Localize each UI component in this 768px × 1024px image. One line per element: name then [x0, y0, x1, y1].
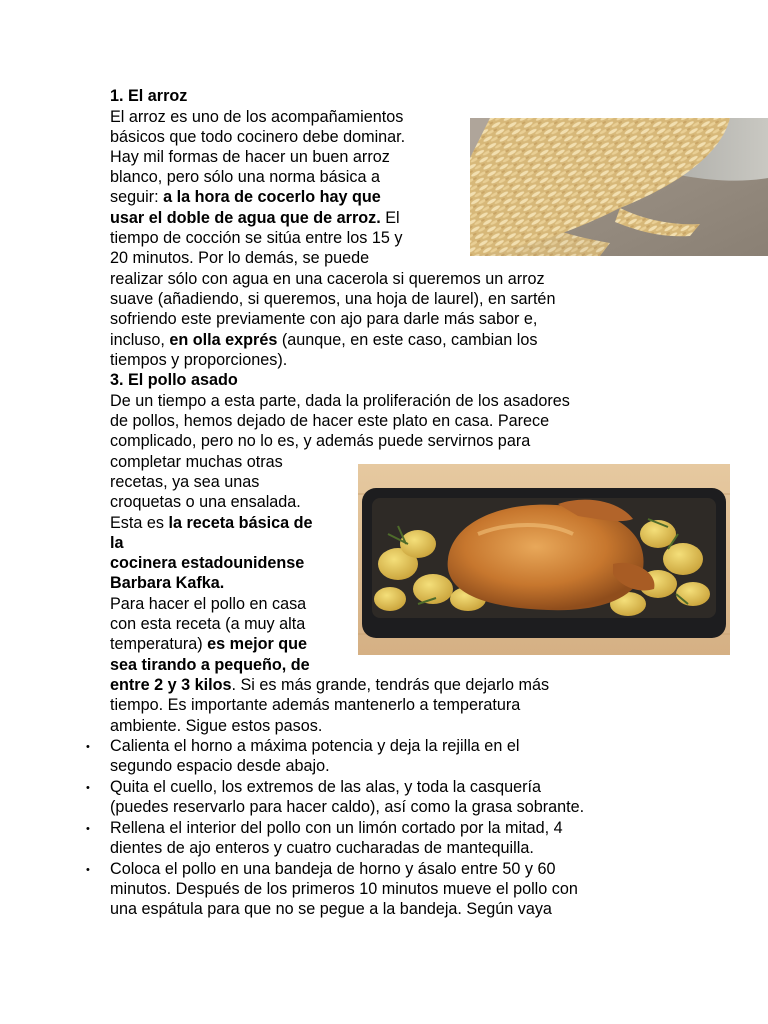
roast-chicken-illustration [358, 464, 730, 655]
list-item-line: (puedes reservarlo para hacer caldo), así como la grasa sobrante. [110, 798, 585, 816]
section1-heading: 1. El arroz [110, 87, 188, 105]
list-item-line: dientes de ajo enteros y cuatro cucharadas de mantequilla. [110, 839, 534, 857]
roast-chicken-photo [358, 464, 730, 655]
text-line: básicos que todo cocinero debe dominar. [110, 128, 406, 146]
text-run: temperatura) [110, 635, 208, 653]
list-item-line: Coloca el pollo en una bandeja de horno y ásalo entre 50 y 60 [110, 860, 556, 878]
bold-run: entre 2 y 3 kilos [110, 676, 232, 694]
text-line: realizar sólo con agua en una cacerola si queremos un arroz [110, 270, 545, 288]
text-line: croquetas o una ensalada. [110, 493, 301, 511]
text-line: Hay mil formas de hacer un buen arroz [110, 148, 390, 166]
list-item-line: segundo espacio desde abajo. [110, 757, 330, 775]
text-line: tiempos y proporciones). [110, 351, 288, 369]
text-line: sofriendo este previamente con ajo para darle más sabor e, [110, 310, 538, 328]
text-line: recetas, ya sea unas [110, 473, 260, 491]
text-run: seguir: [110, 188, 164, 206]
text-line: sea tirando a pequeño, de [110, 656, 310, 674]
text-line [110, 675, 549, 695]
bold-run: a la hora de cocerlo hay que [163, 188, 381, 206]
list-item-line: Quita el cuello, los extremos de las alas, y toda la casquería [110, 778, 541, 796]
text-run: incluso, [110, 331, 170, 349]
list-item-line: una espátula para que no se pegue a la bandeja. Según vaya [110, 900, 552, 918]
text-line: 20 minutos. Por lo demás, se puede [110, 249, 370, 267]
text-line: ambiente. Sigue estos pasos. [110, 717, 323, 735]
text-line [110, 634, 307, 654]
text-line: tiempo. Es importante además mantenerlo a temperatura [110, 696, 521, 714]
text-line: De un tiempo a esta parte, dada la proliferación de los asadores [110, 392, 570, 410]
text-line [110, 513, 312, 533]
bullet-icon: • [86, 741, 90, 753]
text-run: El [380, 209, 400, 227]
rice-illustration [470, 118, 768, 256]
text-line: Barbara Kafka. [110, 574, 225, 592]
text-line: tiempo de cocción se sitúa entre los 15 y [110, 229, 403, 247]
bullet-icon: • [86, 782, 90, 794]
text-line: de pollos, hemos dejado de hacer este plato en casa. Parece [110, 412, 550, 430]
text-line: blanco, pero sólo una norma básica a [110, 168, 380, 186]
text-line: la [110, 534, 124, 552]
list-item-line: Rellena el interior del pollo con un limón cortado por la mitad, 4 [110, 819, 563, 837]
bold-run: en olla exprés [169, 331, 278, 349]
list-item-line: Calienta el horno a máxima potencia y deja la rejilla en el [110, 737, 520, 755]
text-line [110, 330, 537, 350]
text-line: Para hacer el pollo en casa [110, 595, 307, 613]
text-run: . Si es más grande, tendrás que dejarlo más [231, 676, 550, 694]
bold-run: es mejor que [207, 635, 308, 653]
bullet-icon: • [86, 864, 90, 876]
text-line [110, 187, 381, 207]
text-line: cocinera estadounidense [110, 554, 305, 572]
list-item-line: minutos. Después de los primeros 10 minutos mueve el pollo con [110, 880, 578, 898]
section3-heading: 3. El pollo asado [110, 371, 238, 389]
bold-run: la receta básica de [168, 514, 313, 532]
bullet-icon: • [86, 823, 90, 835]
text-run: Esta es [110, 514, 169, 532]
text-line: con esta receta (a muy alta [110, 615, 306, 633]
rice-photo [470, 118, 768, 256]
text-run: (aunque, en este caso, cambian los [277, 331, 538, 349]
text-line: complicado, pero no lo es, y además puede servirnos para [110, 432, 531, 450]
text-line: El arroz es uno de los acompañamientos [110, 108, 404, 126]
text-line: completar muchas otras [110, 453, 283, 471]
text-line: suave (añadiendo, si queremos, una hoja de laurel), en sartén [110, 290, 556, 308]
bold-run: usar el doble de agua que de arroz. [110, 209, 381, 227]
text-line [110, 208, 400, 228]
